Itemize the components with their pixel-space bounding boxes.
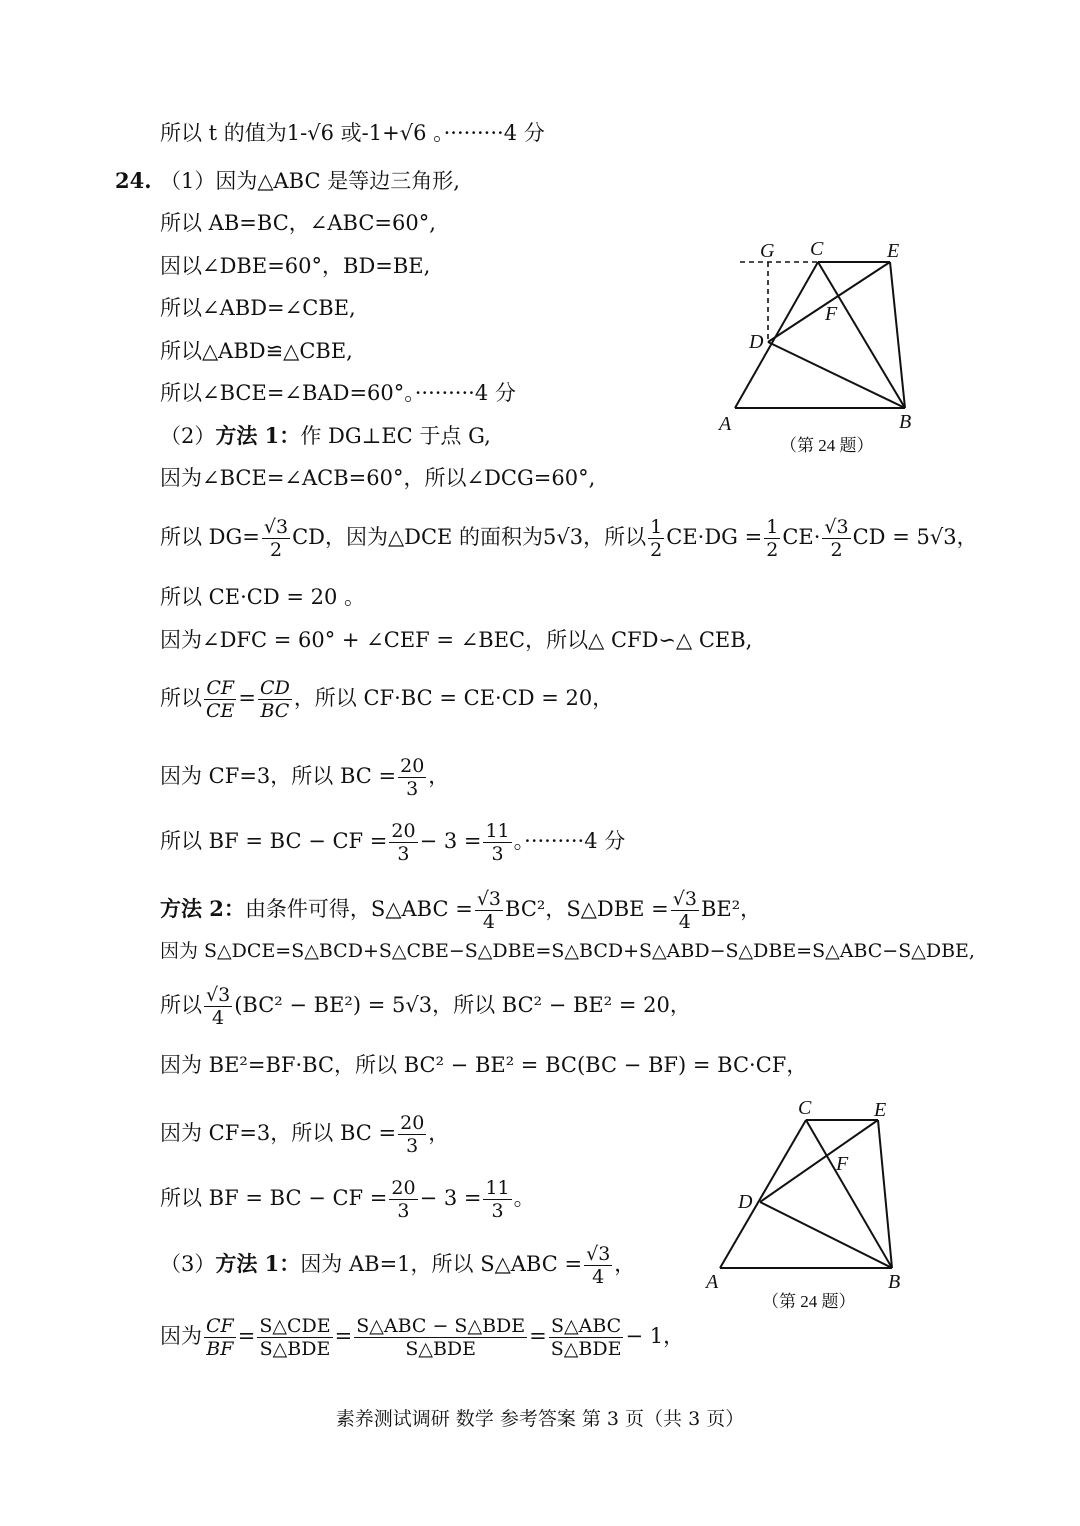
fraction-cf-bf: $\frac{CF}{BF}$ — [206, 1315, 234, 1360]
fraction-cd-bc: $\frac{CD}{BC}$ — [260, 677, 290, 722]
line-ce-cd: 所以 CE·CD = 20 。 — [160, 585, 365, 609]
page-footer: 素养测试调研 数学 参考答案 第 3 页（共 3 页） — [335, 1408, 745, 1430]
line-t-value: 所以 t 的值为1-√6 或-1+√6 。·········4 分 — [160, 121, 545, 145]
fraction-sqrt3-over-2-b: $\frac{√3}{2}$ — [824, 516, 849, 561]
part2-label: （2） — [160, 424, 216, 448]
seg-de — [768, 262, 890, 342]
line-method2: 方法 2：由条件可得，S△ABC = $\frac{√3}{4}$ BC²，S△DBE = $\frac{√3}{4}$ BE²， — [160, 888, 762, 933]
method2-label: 方法 2： — [160, 896, 245, 921]
label-D: D — [738, 1191, 753, 1213]
line-ratio: 所以 $\frac{CF}{CE}$ = $\frac{CD}{BC}$ ，所以 CF·BC = CE·CD = 20， — [160, 677, 614, 722]
fraction-20-over-3-b: $\frac{20}{3}$ — [391, 820, 416, 865]
line-be2-bfbc: 因为 BE²=BF·BC，所以 BC² − BE² = BC(BC − BF) = BC·CF， — [160, 1053, 808, 1077]
label-E: E — [874, 1099, 887, 1121]
line-bc2-be2: 所以 $\frac{√3}{4}$ (BC² − BE²) = 5√3，所以 BC² − BE² = 20， — [160, 984, 691, 1029]
fraction-11-over-3: $\frac{11}{3}$ — [485, 820, 510, 865]
fraction-cf-ce: $\frac{CF}{CE}$ — [206, 677, 235, 722]
line-congruent: 所以△ABD≌△CBE, — [160, 339, 353, 363]
fraction-sqrt3-over-4-d: $\frac{√3}{4}$ — [586, 1243, 611, 1288]
label-B: B — [899, 411, 912, 433]
figure2-caption: （第 24 题） — [762, 1292, 856, 1311]
fraction-sqrt3-over-2: $\frac{√3}{2}$ — [263, 516, 289, 561]
line-dbe: 因以∠DBE=60°，BD=BE, — [160, 254, 431, 278]
line-bc-value-2: 因为 CF=3，所以 BC = $\frac{20}{3}$ ， — [160, 1112, 450, 1157]
line-ab-bc: 所以 AB=BC，∠ABC=60°, — [160, 211, 436, 235]
label-E: E — [887, 240, 900, 262]
label-F: F — [825, 303, 838, 325]
seg-ac — [720, 1120, 806, 1268]
fraction-sqrt3-over-4-c: $\frac{√3}{4}$ — [206, 984, 231, 1029]
line-dg-area — [160, 516, 978, 561]
figure-24-method2 — [700, 1092, 930, 1322]
fraction-20-over-3: $\frac{20}{3}$ — [400, 755, 425, 800]
label-G: G — [760, 240, 775, 262]
line-dcg: 因为∠BCE=∠ACB=60°，所以∠DCG=60°, — [160, 466, 596, 490]
line-part3: （3）方法 1：因为 AB=1，所以 S△ABC = $\frac{√3}{4}$ ， — [160, 1243, 636, 1288]
fraction-sqrt3-over-4: $\frac{√3}{4}$ — [476, 888, 502, 933]
line-part2-method1 — [160, 421, 491, 451]
fraction-cde-bde: $\frac{\text{S△CDE}}{\text{S△BDE}}$ — [259, 1315, 331, 1360]
dg-prefix: 所以 DG= — [160, 525, 260, 549]
ce-dot: CE· — [782, 525, 821, 549]
fraction-half: $\frac{1}{2}$ — [650, 516, 663, 561]
fraction-20-over-3-d: $\frac{20}{3}$ — [391, 1177, 416, 1222]
line-abd-cbe: 所以∠ABD=∠CBE, — [160, 296, 356, 320]
method1-label: 方法 1： — [215, 423, 301, 448]
figure1-caption: （第 24 题） — [780, 436, 874, 455]
seg-de — [760, 1120, 878, 1202]
method1-text: 作 DG⊥EC 于点 G, — [300, 424, 491, 448]
figure-24-method1 — [700, 230, 940, 465]
fraction-abc-minus-bde: $\frac{\text{S△ABC − S△BDE}}{\text{S△BDE}}$ — [356, 1315, 526, 1360]
part3-method1-label: 方法 1： — [215, 1251, 301, 1276]
label-D: D — [749, 331, 764, 353]
dg-mid: CD，因为△DCE 的面积为5√3，所以 — [292, 525, 647, 549]
fraction-half-2: $\frac{1}{2}$ — [766, 516, 779, 561]
line-area-ratio: 因为 $\frac{CF}{BF}$ = $\frac{\text{S△CDE}}{\text{S△BDE}}$ = $\frac{\text{S△ABC − S△BDE}}{\text{S△BDE}}$ = $\frac{\text{S△ABC}}{\text{S△BDE}}$ − 1， — [160, 1315, 685, 1360]
label-C: C — [798, 1097, 812, 1119]
seg-ac — [735, 262, 818, 408]
ce-dg: CE·DG = — [666, 525, 763, 549]
label-A: A — [706, 1271, 719, 1293]
fraction-11-over-3-b: $\frac{11}{3}$ — [485, 1177, 510, 1222]
line-bf-value: 所以 BF = BC − CF = $\frac{20}{3}$ − 3 = $\frac{11}{3}$ 。·········4 分 — [160, 820, 626, 865]
line-bc-value: 因为 CF=3，所以 BC = $\frac{20}{3}$ ， — [160, 755, 450, 800]
label-C: C — [810, 238, 824, 260]
label-B: B — [888, 1271, 901, 1293]
line-part1-intro: （1）因为△ABC 是等边三角形, — [160, 169, 460, 193]
cd-end: CD = 5√3， — [852, 525, 978, 549]
label-A: A — [719, 413, 732, 435]
label-F: F — [836, 1153, 849, 1175]
line-area-decomposition: 因为 S△DCE=S△BCD+S△CBE−S△DBE=S△BCD+S△ABD−S△DBE=S△ABC−S△DBE, — [160, 940, 975, 962]
question-number: 24. — [115, 168, 152, 193]
line-bce-bad: 所以∠BCE=∠BAD=60°。·········4 分 — [160, 381, 516, 405]
line-bf-value-2: 所以 BF = BC − CF = $\frac{20}{3}$ − 3 = $\frac{11}{3}$ 。 — [160, 1177, 535, 1222]
line-similar: 因为∠DFC = 60° + ∠CEF = ∠BEC，所以△ CFD∽△ CEB, — [160, 628, 753, 652]
fraction-20-over-3-c: $\frac{20}{3}$ — [400, 1112, 425, 1157]
fraction-sqrt3-over-4-b: $\frac{√3}{4}$ — [672, 888, 697, 933]
fraction-abc-bde: $\frac{\text{S△ABC}}{\text{S△BDE}}$ — [550, 1315, 622, 1360]
